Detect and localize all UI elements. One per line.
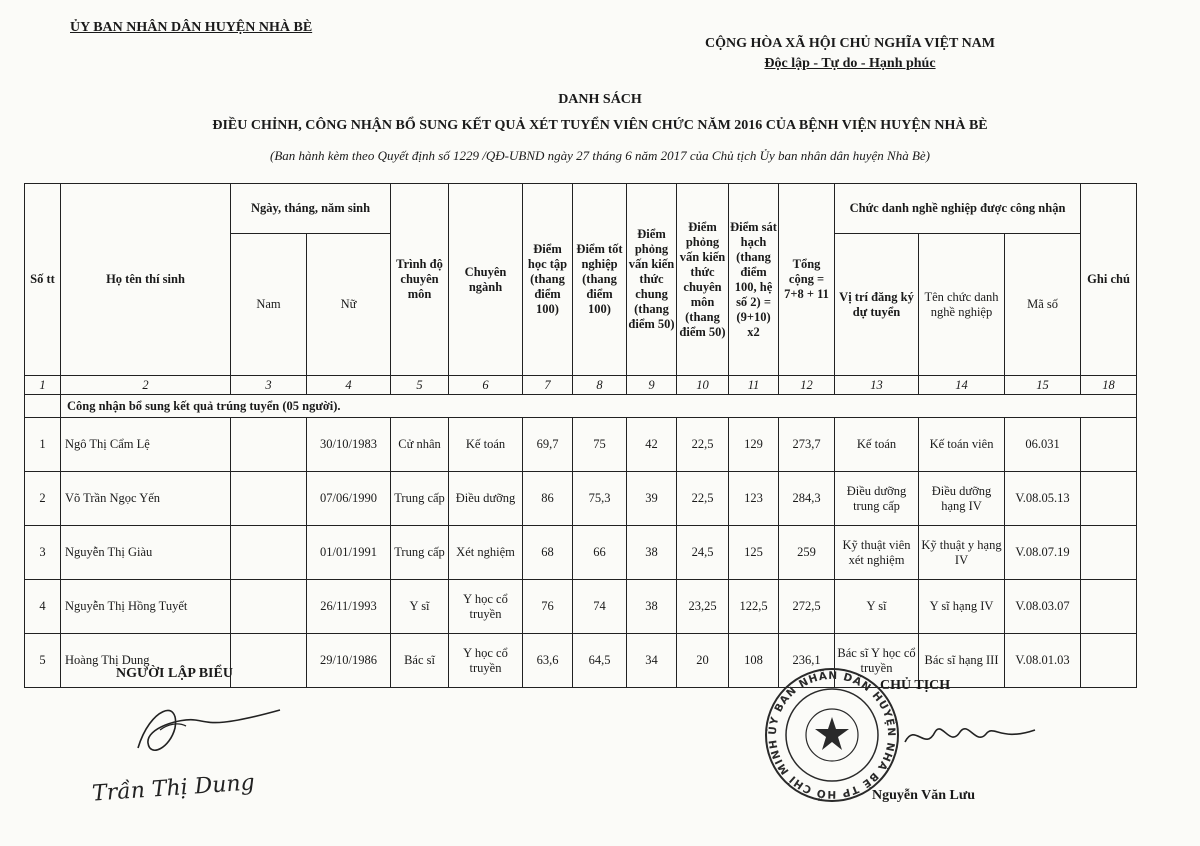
cell-position: Kỹ thuật viên xét nghiệm	[835, 526, 919, 580]
cell-general: 34	[627, 634, 677, 688]
cell-study: 69,7	[523, 418, 573, 472]
cell-note	[1081, 634, 1137, 688]
section-blank	[25, 395, 61, 418]
cell-title-name: Kế toán viên	[919, 418, 1005, 472]
cell-note	[1081, 526, 1137, 580]
republic-name: CỘNG HÒA XÃ HỘI CHỦ NGHĨA VIỆT NAM	[704, 36, 995, 51]
cell-general: 38	[627, 526, 677, 580]
cell-female: 07/06/1990	[307, 472, 391, 526]
cell-code: V.08.01.03	[1005, 634, 1081, 688]
header-title-group: Chức danh nghề nghiệp được công nhận	[835, 184, 1081, 234]
cell-stt: 4	[25, 580, 61, 634]
cell-general: 38	[627, 580, 677, 634]
cell-degree: Y sĩ	[391, 580, 449, 634]
cell-note	[1081, 472, 1137, 526]
cell-code: V.08.05.13	[1005, 472, 1081, 526]
preparer-signature-icon	[120, 688, 290, 768]
col-number: 11	[729, 376, 779, 395]
cell-male	[231, 418, 307, 472]
cell-grad: 75,3	[573, 472, 627, 526]
results-table	[24, 183, 1137, 688]
col-number: 7	[523, 376, 573, 395]
col-number: 13	[835, 376, 919, 395]
cell-name: Võ Trần Ngọc Yến	[61, 472, 231, 526]
header-study: Điểm học tập (thang điểm 100)	[523, 184, 573, 376]
cell-major: Điều dưỡng	[449, 472, 523, 526]
cell-female: 30/10/1983	[307, 418, 391, 472]
cell-special: 22,5	[677, 418, 729, 472]
preparer-name: Trần Thị Dung	[91, 770, 256, 807]
header-dob: Ngày, tháng, năm sinh	[231, 184, 391, 234]
cell-title-name: Bác sĩ hạng III	[919, 634, 1005, 688]
cell-major: Kế toán	[449, 418, 523, 472]
col-number: 2	[61, 376, 231, 395]
col-number: 9	[627, 376, 677, 395]
cell-note	[1081, 418, 1137, 472]
cell-stt: 1	[25, 418, 61, 472]
header-grad: Điểm tốt nghiệp (thang điểm 100)	[573, 184, 627, 376]
header-stt: Số tt	[25, 184, 61, 376]
section-title: Công nhận bổ sung kết quả trúng tuyển (05 người).	[61, 395, 1137, 418]
cell-exam: 123	[729, 472, 779, 526]
header-title-name: Tên chức danh nghề nghiệp	[919, 234, 1005, 376]
cell-position: Y sĩ	[835, 580, 919, 634]
col-number: 15	[1005, 376, 1081, 395]
seal-text: ỦY BAN NHÂN DÂN HUYỆN NHÀ BÈ TP HỒ CHÍ MINH	[766, 669, 898, 801]
cell-major: Xét nghiệm	[449, 526, 523, 580]
cell-exam: 108	[729, 634, 779, 688]
col-number: 8	[573, 376, 627, 395]
header-male: Nam	[231, 234, 307, 376]
cell-code: 06.031	[1005, 418, 1081, 472]
col-number: 6	[449, 376, 523, 395]
cell-major: Y học cổ truyền	[449, 634, 523, 688]
cell-grad: 64,5	[573, 634, 627, 688]
header-note: Ghi chú	[1081, 184, 1137, 376]
cell-stt: 3	[25, 526, 61, 580]
cell-total: 236,1	[779, 634, 835, 688]
col-number: 4	[307, 376, 391, 395]
cell-degree: Trung cấp	[391, 526, 449, 580]
cell-name: Nguyễn Thị Hồng Tuyết	[61, 580, 231, 634]
cell-study: 76	[523, 580, 573, 634]
chair-name: Nguyễn Văn Lưu	[872, 788, 976, 803]
cell-degree: Bác sĩ	[391, 634, 449, 688]
table-row	[25, 526, 1137, 580]
cell-total: 272,5	[779, 580, 835, 634]
cell-position: Kế toán	[835, 418, 919, 472]
cell-degree: Cử nhân	[391, 418, 449, 472]
cell-female: 29/10/1986	[307, 634, 391, 688]
header-position: Vị trí đăng ký dự tuyển	[835, 234, 919, 376]
cell-special: 23,25	[677, 580, 729, 634]
chair-signature-icon	[900, 712, 1040, 762]
col-number: 18	[1081, 376, 1137, 395]
preparer-title: NGƯỜI LẬP BIỂU	[116, 666, 233, 681]
cell-exam: 122,5	[729, 580, 779, 634]
col-number: 10	[677, 376, 729, 395]
cell-general: 39	[627, 472, 677, 526]
cell-total: 259	[779, 526, 835, 580]
cell-female: 01/01/1991	[307, 526, 391, 580]
section-row	[25, 395, 1137, 418]
cell-study: 63,6	[523, 634, 573, 688]
cell-male	[231, 472, 307, 526]
national-header	[640, 34, 1060, 74]
cell-study: 68	[523, 526, 573, 580]
header-degree: Trình độ chuyên môn	[391, 184, 449, 376]
national-motto: Độc lập - Tự do - Hạnh phúc	[764, 56, 936, 71]
cell-female: 26/11/1993	[307, 580, 391, 634]
cell-special: 20	[677, 634, 729, 688]
table-row	[25, 418, 1137, 472]
cell-major: Y học cổ truyền	[449, 580, 523, 634]
cell-position: Bác sĩ Y học cổ truyền	[835, 634, 919, 688]
doc-subtitle: ĐIỀU CHỈNH, CÔNG NHẬN BỔ SUNG KẾT QUẢ XÉT TUYỂN VIÊN CHỨC NĂM 2016 CỦA BỆNH VIỆN HUYỆN NHÀ BÈ	[212, 118, 988, 133]
cell-name: Ngô Thị Cẩm Lệ	[61, 418, 231, 472]
col-number: 5	[391, 376, 449, 395]
cell-total: 284,3	[779, 472, 835, 526]
cell-grad: 74	[573, 580, 627, 634]
cell-degree: Trung cấp	[391, 472, 449, 526]
cell-name: Hoàng Thị Dung	[61, 634, 231, 688]
header-name: Họ tên thí sinh	[61, 184, 231, 376]
doc-title: DANH SÁCH	[558, 92, 642, 107]
cell-grad: 66	[573, 526, 627, 580]
cell-general: 42	[627, 418, 677, 472]
agency-name: ỦY BAN NHÂN DÂN HUYỆN NHÀ BÈ	[70, 20, 313, 35]
cell-total: 273,7	[779, 418, 835, 472]
column-number-row	[25, 376, 1137, 395]
cell-male	[231, 634, 307, 688]
cell-title-name: Kỹ thuật y hạng IV	[919, 526, 1005, 580]
chair-title: CHỦ TỊCH	[880, 678, 951, 693]
cell-male	[231, 580, 307, 634]
col-number: 1	[25, 376, 61, 395]
cell-exam: 129	[729, 418, 779, 472]
table-row	[25, 580, 1137, 634]
cell-special: 24,5	[677, 526, 729, 580]
cell-stt: 2	[25, 472, 61, 526]
cell-name: Nguyễn Thị Giàu	[61, 526, 231, 580]
cell-stt: 5	[25, 634, 61, 688]
cell-study: 86	[523, 472, 573, 526]
cell-title-name: Y sĩ hạng IV	[919, 580, 1005, 634]
table-row	[25, 472, 1137, 526]
col-number: 12	[779, 376, 835, 395]
cell-note	[1081, 580, 1137, 634]
header-code: Mã số	[1005, 234, 1081, 376]
cell-exam: 125	[729, 526, 779, 580]
doc-reference: (Ban hành kèm theo Quyết định số 1229 /QĐ-UBND ngày 27 tháng 6 năm 2017 của Chủ tịch Ủy ban nhân dân huyện Nhà Bè)	[269, 148, 930, 163]
cell-grad: 75	[573, 418, 627, 472]
cell-male	[231, 526, 307, 580]
col-number: 3	[231, 376, 307, 395]
cell-position: Điều dưỡng trung cấp	[835, 472, 919, 526]
header-total: Tổng cộng = 7+8 + 11	[779, 184, 835, 376]
header-general: Điểm phỏng vấn kiến thức chung (thang điểm 50)	[627, 184, 677, 376]
col-number: 14	[919, 376, 1005, 395]
cell-special: 22,5	[677, 472, 729, 526]
cell-code: V.08.07.19	[1005, 526, 1081, 580]
cell-code: V.08.03.07	[1005, 580, 1081, 634]
header-special: Điểm phỏng vấn kiến thức chuyên môn (thang điểm 50)	[677, 184, 729, 376]
header-female: Nữ	[307, 234, 391, 376]
header-major: Chuyên ngành	[449, 184, 523, 376]
cell-title-name: Điều dưỡng hạng IV	[919, 472, 1005, 526]
header-exam: Điểm sát hạch (thang điểm 100, hệ số 2) = (9+10) x2	[729, 184, 779, 376]
